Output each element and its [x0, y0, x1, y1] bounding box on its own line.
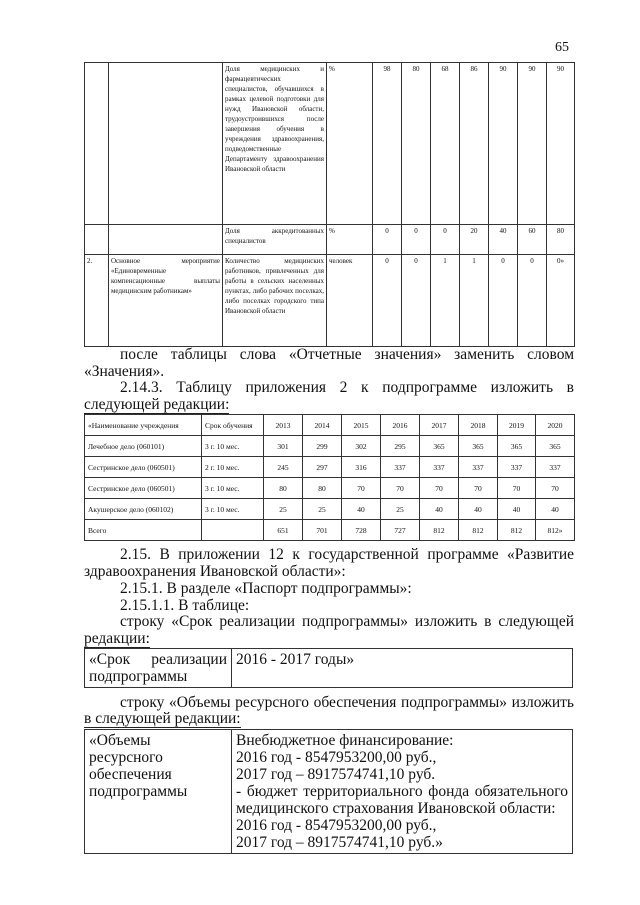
table-cell: 3 г. 10 мес. — [202, 478, 264, 499]
funding-label-cell: «Объемы ресурсного обеспечения подпрограммы — [85, 730, 232, 854]
table-cell: 365 — [420, 436, 459, 457]
table-row — [85, 225, 575, 255]
table-cell: 337 — [459, 457, 498, 478]
paragraph-line — [84, 396, 574, 413]
table-cell: Сестринское дело (060501) — [85, 457, 202, 478]
unit-cell: % — [327, 225, 373, 255]
term-value-cell: 2016 - 2017 годы» — [232, 649, 573, 688]
event-cell: Основное мероприятие «Единовременные компенсационные выплаты медицинским работникам» — [109, 255, 223, 347]
table-cell: 40 — [498, 499, 536, 520]
table-cell: 302 — [342, 436, 381, 457]
table-cell: 299 — [303, 436, 342, 457]
header-cell: 2018 — [459, 415, 498, 436]
underlined-text: следующей редакции: — [84, 396, 230, 413]
header-cell: 2014 — [303, 415, 342, 436]
value-cell: 68 — [431, 63, 460, 225]
funding-line: 2017 год – 8917574741,10 руб.» — [236, 834, 443, 851]
table-cell: 40 — [459, 499, 498, 520]
table-row — [85, 63, 575, 225]
unit-cell: человек — [327, 255, 373, 347]
paragraph-line: здравоохранения Ивановской области»: — [84, 563, 346, 580]
table-row — [85, 457, 575, 478]
table-cell: 25 — [381, 499, 420, 520]
table-cell: 297 — [303, 457, 342, 478]
value-cell: 98 — [373, 63, 402, 225]
value-cell: 90 — [518, 63, 547, 225]
paragraph-line: после таблицы слова «Отчетные значения» заменить словом — [120, 346, 574, 363]
table-cell: 728 — [342, 520, 381, 541]
table-row — [85, 730, 573, 854]
table-cell: Всего — [85, 520, 202, 541]
table-cell: Лечебное дело (060101) — [85, 436, 202, 457]
table-cell: 812 — [498, 520, 536, 541]
indicators-table — [84, 62, 575, 347]
table-cell: 812 — [459, 520, 498, 541]
table-cell: 812» — [536, 520, 575, 541]
underlined-text: редакции: — [84, 630, 150, 647]
header-cell: 2019 — [498, 415, 536, 436]
table-cell: 40 — [342, 499, 381, 520]
value-cell: 86 — [460, 63, 489, 225]
table-header-row — [85, 415, 575, 436]
table-cell: 337 — [536, 457, 575, 478]
funding-line: 2016 год - 8547953200,00 руб., — [236, 817, 437, 834]
term-box-table — [84, 648, 573, 688]
table-cell — [85, 63, 109, 225]
value-cell: 0 — [402, 225, 431, 255]
value-cell: 1 — [460, 255, 489, 347]
funding-line: Внебюджетное финансирование: — [236, 732, 454, 749]
unit-cell: % — [327, 63, 373, 225]
row-number-cell: 2. — [85, 255, 109, 347]
table-total-row — [85, 520, 575, 541]
table-cell: 245 — [264, 457, 303, 478]
table-cell: 651 — [264, 520, 303, 541]
table-cell: 25 — [264, 499, 303, 520]
table-cell: 295 — [381, 436, 420, 457]
table-cell: 301 — [264, 436, 303, 457]
table-cell: 70 — [536, 478, 575, 499]
table-cell: 701 — [303, 520, 342, 541]
table-cell — [109, 63, 223, 225]
value-cell: 0 — [373, 225, 402, 255]
value-cell: 0 — [489, 255, 518, 347]
table-cell: 812 — [420, 520, 459, 541]
table-row — [85, 478, 575, 499]
table-row — [85, 436, 575, 457]
table-cell — [202, 520, 264, 541]
table-cell: 337 — [420, 457, 459, 478]
table-cell: 70 — [381, 478, 420, 499]
paragraph-line: 2.15.1. В разделе «Паспорт подпрограммы»: — [120, 580, 412, 597]
funding-line: 2017 год – 8917574741,10 руб. — [236, 766, 436, 783]
table-cell: 2 г. 10 мес. — [202, 457, 264, 478]
header-cell: 2016 — [381, 415, 420, 436]
table-cell: 3 г. 10 мес. — [202, 436, 264, 457]
header-cell: 2017 — [420, 415, 459, 436]
paragraph-line — [84, 710, 574, 727]
table-row — [85, 255, 575, 347]
value-cell: 90 — [547, 63, 575, 225]
funding-line: 2016 год - 8547953200,00 руб., — [236, 749, 437, 766]
table-cell: 365 — [536, 436, 575, 457]
indicator-cell: Доля медицинских и фармацевтических специалистов, обучавшихся в рамках целевой подготовки для нужд Ивановской области, трудоустроившихся после завершения обучения в учреждения здравоохранения, подведомственные Департаменту здравоохранения Ивановской области — [223, 63, 327, 225]
paragraph-line: 2.15.1.1. В таблице: — [120, 597, 250, 614]
indicator-cell: Количество медицинских работников, привлеченных для работы в сельских населенных пунктах, либо рабочих поселках, либо поселках городского типа Ивановской области — [223, 255, 327, 347]
paragraph-line: строку «Срок реализации подпрограммы» изложить в следующей — [120, 613, 574, 630]
header-cell: 2013 — [264, 415, 303, 436]
value-cell: 20 — [460, 225, 489, 255]
table-row — [85, 649, 573, 688]
table-row — [85, 499, 575, 520]
header-cell: «Наименование учреждения — [85, 415, 202, 436]
value-cell: 0 — [431, 225, 460, 255]
value-cell: 0 — [373, 255, 402, 347]
table-cell: 337 — [381, 457, 420, 478]
table-cell: 80 — [303, 478, 342, 499]
funding-value-cell — [232, 730, 573, 854]
table-cell: 3 г. 10 мес. — [202, 499, 264, 520]
table-cell: Акушерское дело (060102) — [85, 499, 202, 520]
paragraph-line: 2.14.3. Таблицу приложения 2 к подпрограмме изложить в — [120, 379, 574, 396]
table-cell: 337 — [498, 457, 536, 478]
page-number: 65 — [555, 40, 569, 55]
paragraph-line — [84, 630, 574, 647]
table-cell: 25 — [303, 499, 342, 520]
table-cell: 40 — [420, 499, 459, 520]
paragraph-line: «Значения». — [84, 363, 165, 380]
header-cell: 2020 — [536, 415, 575, 436]
table-cell: 70 — [459, 478, 498, 499]
table-cell: 70 — [342, 478, 381, 499]
funding-line: - бюджет территориального фонда обязательного медицинского страхования Ивановской области: — [236, 783, 568, 817]
table-cell: 70 — [498, 478, 536, 499]
paragraph-line: строку «Объемы ресурсного обеспечения подпрограммы» изложить — [120, 694, 574, 711]
table-cell: 316 — [342, 457, 381, 478]
header-cell: 2015 — [342, 415, 381, 436]
value-cell: 0» — [547, 255, 575, 347]
value-cell: 80 — [547, 225, 575, 255]
value-cell: 80 — [402, 63, 431, 225]
value-cell: 0 — [518, 255, 547, 347]
indicator-cell: Доля аккредитованных специалистов — [223, 225, 327, 255]
term-label-cell: «Срок реализации подпрограммы — [85, 649, 232, 688]
underlined-text: в следующей редакции: — [84, 710, 241, 727]
header-cell: Срок обучения — [202, 415, 264, 436]
table-cell: 365 — [498, 436, 536, 457]
paragraph-line: 2.15. В приложении 12 к государственной программе «Развитие — [120, 546, 574, 563]
value-cell: 0 — [402, 255, 431, 347]
value-cell: 1 — [431, 255, 460, 347]
value-cell: 60 — [518, 225, 547, 255]
table-cell — [85, 225, 109, 255]
table-cell: Сестринское дело (060501) — [85, 478, 202, 499]
table-cell: 80 — [264, 478, 303, 499]
value-cell: 90 — [489, 63, 518, 225]
table-cell: 365 — [459, 436, 498, 457]
table-cell: 727 — [381, 520, 420, 541]
table-cell: 40 — [536, 499, 575, 520]
value-cell: 40 — [489, 225, 518, 255]
training-table — [84, 414, 575, 541]
table-cell: 70 — [420, 478, 459, 499]
table-cell — [109, 225, 223, 255]
funding-box-table — [84, 729, 573, 854]
